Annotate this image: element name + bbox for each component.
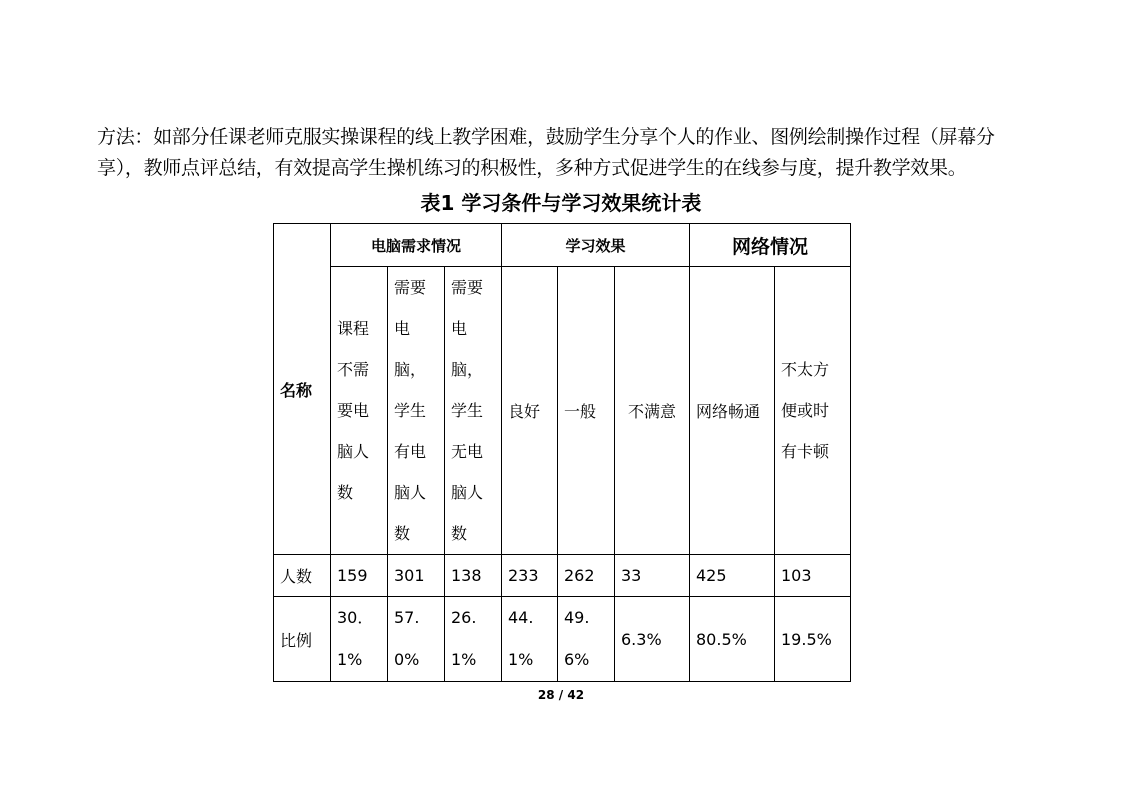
subheader-no-computer: 课程不需要电脑人数 bbox=[331, 267, 388, 555]
subheader-laggy: 不太方便或时有卡顿 bbox=[775, 267, 851, 555]
subheader-has-computer: 需要电脑，学生有电脑人数 bbox=[388, 267, 445, 555]
table-cell: 103 bbox=[775, 555, 851, 597]
row-label-ratio: 比例 bbox=[274, 597, 331, 682]
table-caption: 表1 学习条件与学习效果统计表 bbox=[420, 191, 702, 215]
body-paragraph: 方法：如部分任课老师克服实操课程的线上教学困难，鼓励学生分享个人的作业、图例绘制操作过程（屏幕分享），教师点评总结，有效提高学生操机练习的积极性，多种方式促进学生的在线参与度，提升教学效果。 bbox=[97, 126, 995, 179]
table-row-count bbox=[274, 555, 851, 597]
computer-needs-header: 电脑需求情况 bbox=[331, 224, 502, 267]
table-cell: 44.1% bbox=[502, 597, 558, 682]
network-header: 网络情况 bbox=[690, 224, 851, 267]
subheader-normal: 一般 bbox=[558, 267, 615, 555]
table-cell: 233 bbox=[502, 555, 558, 597]
table-cell: 301 bbox=[388, 555, 445, 597]
table-cell: 262 bbox=[558, 555, 615, 597]
table-group-header-row bbox=[274, 224, 851, 267]
table-cell: 425 bbox=[690, 555, 775, 597]
table-cell: 159 bbox=[331, 555, 388, 597]
table-row-ratio bbox=[274, 597, 851, 682]
page-number: 28 / 42 bbox=[537, 688, 585, 702]
learning-effect-header: 学习效果 bbox=[502, 224, 690, 267]
table-cell: 138 bbox=[445, 555, 502, 597]
table-subheader-row bbox=[274, 267, 851, 555]
name-header: 名称 bbox=[274, 224, 331, 555]
table-cell: 57.0% bbox=[388, 597, 445, 682]
table-cell: 33 bbox=[615, 555, 690, 597]
table-cell: 30．1% bbox=[331, 597, 388, 682]
table-cell: 49.6% bbox=[558, 597, 615, 682]
table-cell: 26.1% bbox=[445, 597, 502, 682]
table-cell: 6.3% bbox=[615, 597, 690, 682]
statistics-table bbox=[273, 223, 851, 682]
row-label-count: 人数 bbox=[274, 555, 331, 597]
subheader-good: 良好 bbox=[502, 267, 558, 555]
table-cell: 19.5% bbox=[775, 597, 851, 682]
subheader-no-own-computer: 需要电脑，学生无电脑人数 bbox=[445, 267, 502, 555]
subheader-unsatisfied: 不满意 bbox=[615, 267, 690, 555]
subheader-smooth: 网络畅通 bbox=[690, 267, 775, 555]
table-cell: 80.5% bbox=[690, 597, 775, 682]
